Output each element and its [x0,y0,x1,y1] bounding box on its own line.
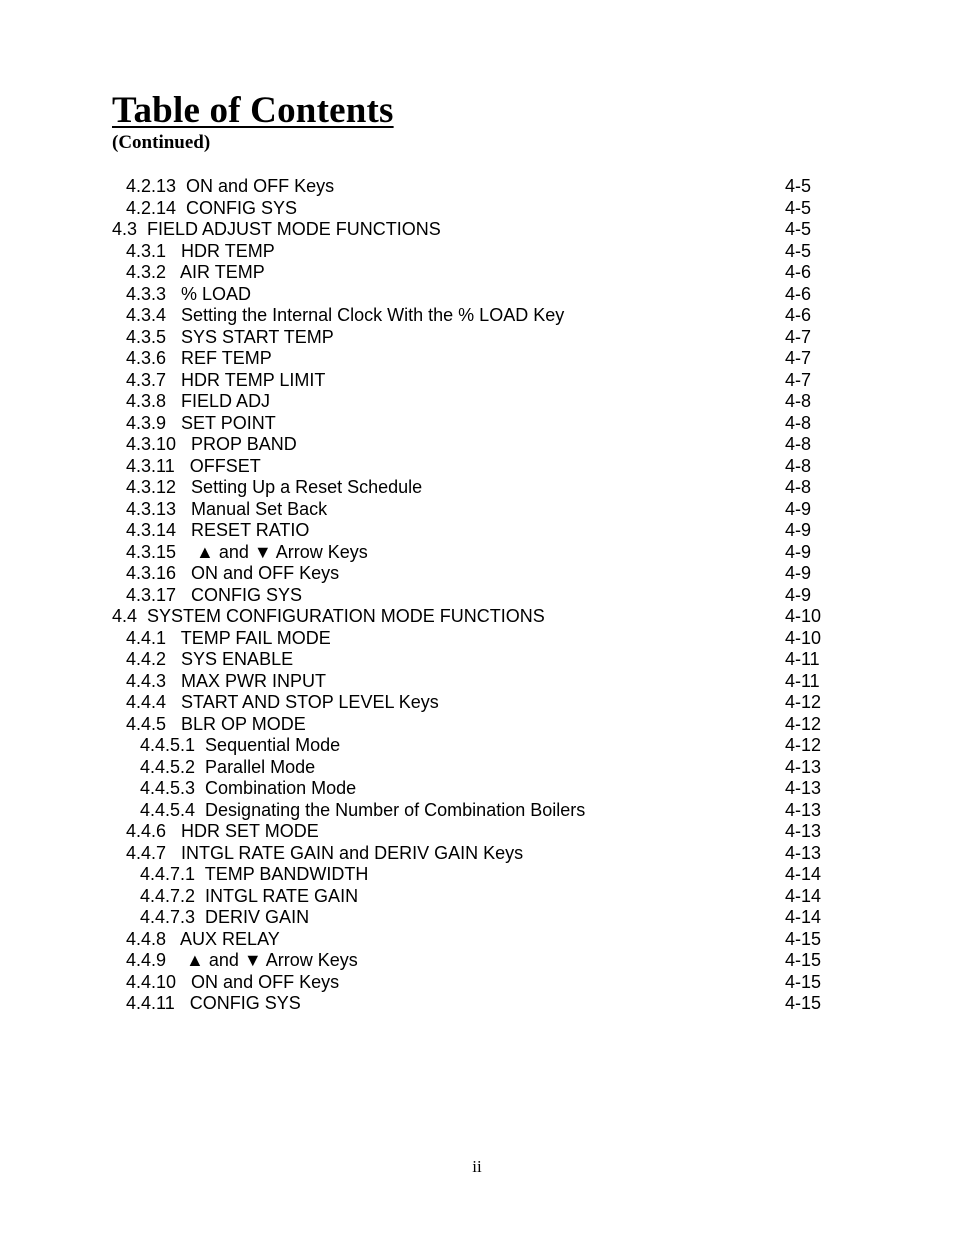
toc-entry [0,950,954,972]
toc-entry-page: 4-7 [785,326,812,347]
toc-entry-page: 4-15 [785,993,822,1013]
toc-entry-label: 4.3.13 Manual Set Back [126,498,328,519]
toc-entry-page: 4-10 [785,606,822,626]
toc-entry-label: 4.3.14 RESET RATIO [126,520,310,540]
toc-entry-label: 4.3.12 Setting Up a Reset Schedule [126,477,423,497]
toc-entry-page: 4-10 [785,627,822,648]
toc-entry-label: 4.4.7.1 TEMP BANDWIDTH [140,864,369,884]
toc-entry-page: 4-6 [785,262,812,282]
toc-entry-page: 4-8 [785,477,812,497]
toc-entry [0,778,954,800]
toc-entry-label: 4.4.2 SYS ENABLE [126,649,294,669]
toc-entry-page: 4-15 [785,950,822,970]
toc-entry-label: 4.4.7.3 DERIV GAIN [140,907,310,927]
toc-entry-label: 4.4.5.2 Parallel Mode [140,756,316,777]
toc-entry-page: 4-8 [785,412,812,433]
toc-entry [0,520,954,542]
toc-entry-page: 4-12 [785,692,822,712]
toc-entry [0,327,954,349]
toc-entry [0,714,954,736]
toc-entry-label: 4.3.11 OFFSET [126,455,261,476]
toc-entry [0,176,954,198]
toc-entry-page: 4-5 [785,240,812,261]
toc-entry [0,993,954,1015]
toc-entry [0,413,954,435]
toc-entry [0,305,954,327]
toc-entry [0,843,954,865]
toc-entry [0,864,954,886]
toc-entry [0,585,954,607]
toc-entry-page: 4-9 [785,520,812,540]
toc-entry [0,391,954,413]
toc-entry-label: 4.3.15 ▲ and ▼ Arrow Keys [126,541,368,562]
toc-entry-label: 4.4.5.3 Combination Mode [140,778,357,798]
toc-entry [0,692,954,714]
toc-entry [0,262,954,284]
toc-entry [0,800,954,822]
toc-entry-label: 4.3.3 % LOAD [126,283,252,304]
toc-entry [0,649,954,671]
toc-entry [0,499,954,521]
toc-entry [0,628,954,650]
toc-entry-page: 4-13 [785,799,822,820]
toc-entry-page: 4-9 [785,584,812,605]
toc-entry-label: 4.3.1 HDR TEMP [126,240,275,261]
toc-entry-page: 4-15 [785,928,822,949]
toc-entry [0,606,954,628]
toc-entry [0,735,954,757]
toc-entry-label: 4.4 SYSTEM CONFIGURATION MODE FUNCTIONS [112,606,545,626]
toc-entry-page: 4-14 [785,864,822,884]
toc-entry-label: 4.3.8 FIELD ADJ [126,391,271,411]
toc-entry-label: 4.4.10 ON and OFF Keys [126,971,340,992]
toc-entry [0,198,954,220]
toc-entry [0,542,954,564]
toc-entry-label: 4.2.14 CONFIG SYS [126,197,298,218]
toc-entry-page: 4-12 [785,735,822,755]
toc-entry-page: 4-13 [785,842,822,863]
toc-entry [0,434,954,456]
toc-entry-label: 4.4.5 BLR OP MODE [126,713,306,734]
table-of-contents [0,176,954,1015]
toc-entry-label: 4.4.7 INTGL RATE GAIN and DERIV GAIN Keys [126,842,524,863]
toc-entry-label: 4.4.5.1 Sequential Mode [140,735,341,755]
toc-entry-page: 4-14 [785,885,822,906]
toc-entry [0,477,954,499]
toc-entry-page: 4-7 [785,369,812,390]
toc-entry-label: 4.4.9 ▲ and ▼ Arrow Keys [126,950,358,970]
toc-entry-label: 4.3.9 SET POINT [126,412,276,433]
toc-entry-page: 4-9 [785,541,812,562]
toc-entry [0,972,954,994]
toc-entry-page: 4-5 [785,197,812,218]
toc-entry-label: 4.4.3 MAX PWR INPUT [126,670,327,691]
toc-entry-page: 4-13 [785,756,822,777]
toc-entry-label: 4.2.13 ON and OFF Keys [126,176,335,196]
toc-entry [0,348,954,370]
toc-entry-label: 4.3.10 PROP BAND [126,434,297,454]
toc-entry [0,757,954,779]
page-number: ii [472,1157,482,1176]
toc-entry-page: 4-8 [785,434,812,454]
toc-entry [0,370,954,392]
toc-entry-label: 4.3.5 SYS START TEMP [126,326,334,347]
page-title: Table of Contents [112,90,394,131]
toc-entry-page: 4-14 [785,907,822,927]
toc-entry-label: 4.4.8 AUX RELAY [126,928,280,949]
toc-entry-page: 4-8 [785,455,812,476]
toc-entry-label: 4.4.4 START AND STOP LEVEL Keys [126,692,439,712]
toc-entry-label: 4.3.16 ON and OFF Keys [126,563,340,583]
toc-entry [0,671,954,693]
toc-entry [0,241,954,263]
toc-entry-label: 4.4.11 CONFIG SYS [126,993,301,1013]
toc-entry-page: 4-5 [785,176,812,196]
toc-entry [0,284,954,306]
toc-entry-label: 4.4.6 HDR SET MODE [126,821,319,841]
toc-entry-page: 4-11 [785,670,820,691]
toc-entry [0,563,954,585]
toc-entry-page: 4-5 [785,219,812,239]
toc-entry-page: 4-12 [785,713,822,734]
toc-entry [0,821,954,843]
toc-entry-page: 4-13 [785,778,822,798]
toc-entry-page: 4-7 [785,348,812,368]
toc-entry [0,456,954,478]
toc-entry-page: 4-13 [785,821,822,841]
toc-entry [0,929,954,951]
toc-entry-page: 4-6 [785,283,812,304]
toc-entry-label: 4.4.1 TEMP FAIL MODE [126,627,331,648]
toc-entry-page: 4-8 [785,391,812,411]
page-subtitle: (Continued) [112,132,211,153]
toc-entry-page: 4-6 [785,305,812,325]
toc-entry-label: 4.3.2 AIR TEMP [126,262,265,282]
toc-entry [0,219,954,241]
toc-entry [0,886,954,908]
toc-entry-page: 4-9 [785,498,812,519]
toc-entry-label: 4.3.6 REF TEMP [126,348,272,368]
toc-entry-label: 4.3.4 Setting the Internal Clock With the % LOAD Key [126,305,565,325]
toc-entry-page: 4-11 [785,649,820,669]
toc-entry [0,907,954,929]
toc-entry-label: 4.3.17 CONFIG SYS [126,584,303,605]
toc-entry-label: 4.3.7 HDR TEMP LIMIT [126,369,326,390]
toc-entry-page: 4-15 [785,971,822,992]
toc-entry-page: 4-9 [785,563,812,583]
toc-entry-label: 4.4.5.4 Designating the Number of Combination Boilers [140,799,586,820]
toc-entry-label: 4.4.7.2 INTGL RATE GAIN [140,885,359,906]
toc-entry-label: 4.3 FIELD ADJUST MODE FUNCTIONS [112,219,441,239]
